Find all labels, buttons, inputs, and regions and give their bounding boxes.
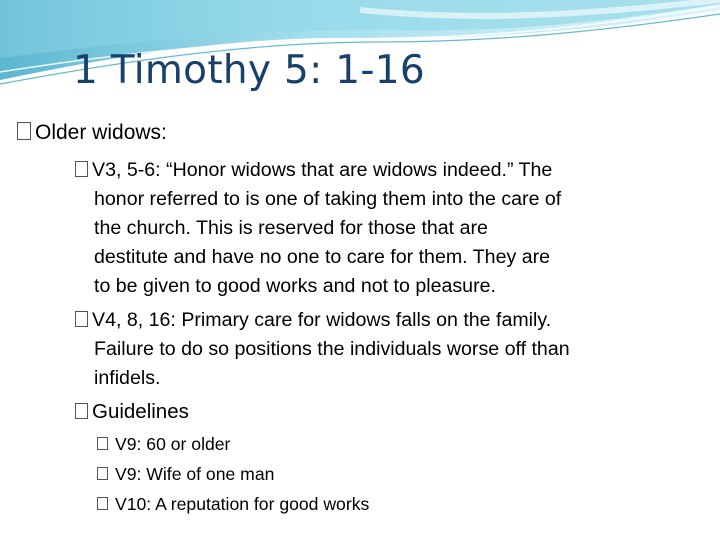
bullet-box-icon bbox=[97, 437, 108, 450]
point-1-line-1: V3, 5-6: “Honor widows that are widows indeed.” The bbox=[92, 159, 553, 181]
point-1-line-2: honor referred to is one of taking them into the care of bbox=[94, 188, 562, 210]
bullet-guidelines bbox=[75, 398, 189, 426]
bullet-box-icon bbox=[75, 311, 88, 327]
guideline-item bbox=[97, 462, 274, 486]
bullet-text: Older widows: bbox=[35, 121, 167, 144]
bullet-box-icon bbox=[75, 161, 88, 177]
point-2-line-1: V4, 8, 16: Primary care for widows falls on the family. bbox=[92, 309, 552, 331]
point-1-line-5: to be given to good works and not to pleasure. bbox=[94, 275, 496, 297]
guideline-item bbox=[97, 432, 230, 456]
guidelines-label: Guidelines bbox=[92, 400, 189, 423]
guideline-text: V9: 60 or older bbox=[115, 434, 231, 454]
bullet-point-1 bbox=[75, 156, 685, 301]
guideline-text: V10: A reputation for good works bbox=[115, 494, 370, 514]
guideline-text: V9: Wife of one man bbox=[115, 464, 275, 484]
guideline-item bbox=[97, 492, 369, 516]
bullet-box-icon bbox=[97, 467, 108, 480]
point-2-line-3: infidels. bbox=[94, 367, 161, 389]
point-2-line-2: Failure to do so positions the individuals worse off than bbox=[94, 338, 570, 360]
bullet-box-icon bbox=[97, 497, 108, 510]
slide-title: 1 Timothy 5: 1-16 bbox=[73, 48, 425, 93]
bullet-older-widows bbox=[17, 119, 167, 147]
bullet-box-icon bbox=[17, 122, 31, 140]
bullet-point-2 bbox=[75, 306, 685, 393]
point-1-line-3: the church. This is reserved for those that are bbox=[94, 217, 488, 239]
bullet-box-icon bbox=[75, 403, 88, 419]
point-1-line-4: destitute and have no one to care for them. They are bbox=[94, 246, 551, 268]
